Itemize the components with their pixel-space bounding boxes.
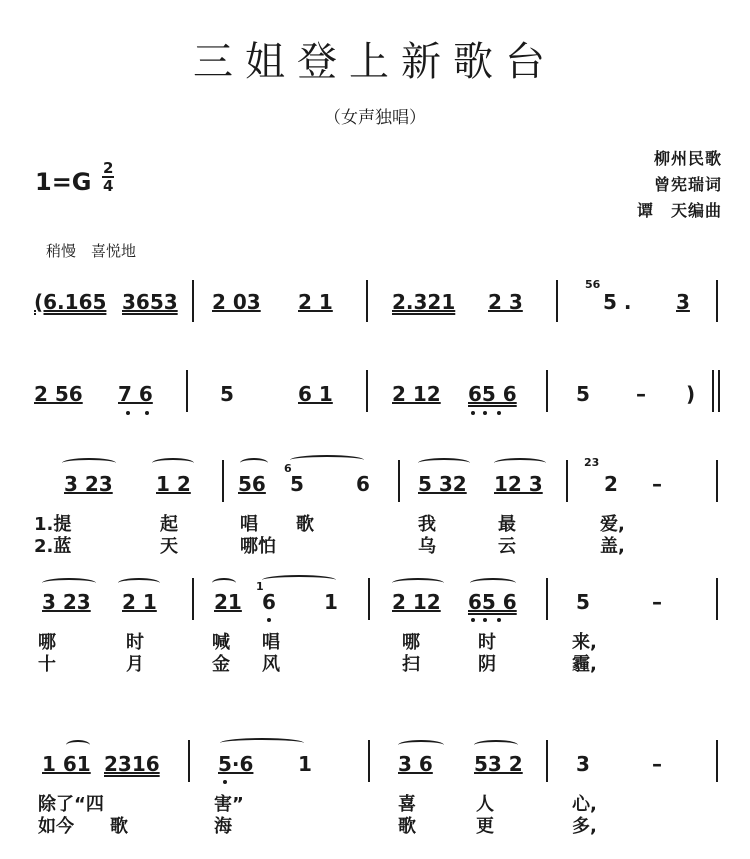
lyric-verse-1: 唱	[240, 514, 258, 535]
octave-dot	[267, 618, 271, 622]
lyric-verse-2: 乌	[418, 536, 436, 557]
note-group: 5	[576, 590, 590, 614]
note-group: 5	[220, 382, 234, 406]
note-group: –	[652, 752, 662, 776]
note-group: 7 6	[118, 382, 153, 406]
bar-line	[398, 460, 400, 502]
lyric-verse-1: 喊	[212, 632, 230, 653]
grace-notes: 1	[256, 580, 264, 593]
note-group: 3653	[122, 290, 178, 314]
lyric-verse-1: 除了“四	[38, 794, 104, 815]
note-group: 21	[214, 590, 242, 614]
octave-dot	[497, 411, 501, 415]
slur	[62, 458, 116, 468]
slur	[262, 575, 336, 585]
lyric-verse-1: 我	[418, 514, 436, 535]
slur	[392, 578, 444, 588]
lyric-verse-1: 唱	[262, 632, 280, 653]
note-group: 2	[604, 472, 618, 496]
lyric-verse-2: 扫	[402, 654, 420, 675]
lyric-verse-1: 时	[126, 632, 144, 653]
note-group: 2 56	[34, 382, 83, 406]
slur	[418, 458, 470, 468]
slur	[398, 740, 444, 750]
bar-line	[192, 578, 194, 620]
song-title: 三姐登上新歌台	[193, 39, 557, 85]
octave-dot	[483, 618, 487, 622]
note-group: –	[636, 382, 646, 406]
grace-notes: 23	[584, 456, 600, 469]
bar-line	[366, 280, 368, 322]
bar-line	[188, 740, 190, 782]
slur	[470, 578, 516, 588]
note-group: 6	[262, 590, 276, 614]
lyric-verse-2: 盖,	[600, 536, 625, 557]
note-group: 3	[676, 290, 690, 314]
note-group: 2 03	[212, 290, 261, 314]
lyric-verse-2: 歌	[398, 816, 416, 837]
note-group: 2316	[104, 752, 160, 776]
note-group: 1 61	[42, 752, 91, 776]
slur	[212, 578, 236, 588]
lyric-verse-2: 更	[476, 816, 494, 837]
lyric-verse-1: 歌	[296, 514, 314, 535]
note-group: 2 1	[298, 290, 333, 314]
grace-notes: 56	[585, 278, 601, 291]
credit-origin: 柳州民歌	[653, 149, 722, 168]
bar-line	[716, 280, 718, 322]
bar-line	[718, 370, 720, 412]
lyric-verse-2: 歌	[110, 816, 128, 837]
lyric-verse-1: 时	[478, 632, 496, 653]
lyric-verse-2: 风	[262, 654, 280, 675]
bar-line	[222, 460, 224, 502]
octave-dot	[471, 618, 475, 622]
note-group: 65 6	[468, 382, 517, 406]
bar-line	[566, 460, 568, 502]
note-group: 12 3	[494, 472, 543, 496]
bar-line	[712, 370, 714, 412]
lyric-verse-2: 天	[160, 536, 178, 557]
note-group: )	[686, 382, 696, 406]
credit-arranger: 谭 天编曲	[636, 201, 722, 220]
lyric-verse-2: 哪怕	[240, 536, 276, 557]
time-signature	[102, 160, 114, 194]
note-group: 1	[324, 590, 338, 614]
octave-dot	[497, 618, 501, 622]
lyric-verse-1: 心,	[572, 794, 597, 815]
bar-line	[716, 740, 718, 782]
note-group: 2 1	[122, 590, 157, 614]
slur	[66, 740, 90, 750]
lyric-verse-2: 如今	[38, 816, 74, 837]
bar-line	[546, 578, 548, 620]
song-subtitle: （女声独唱）	[324, 108, 426, 128]
note-group: 5 .	[603, 290, 632, 314]
bar-line	[716, 460, 718, 502]
lyric-verse-2: 月	[126, 654, 144, 675]
note-group: 3 23	[64, 472, 113, 496]
slur	[118, 578, 160, 588]
note-group: 65 6	[468, 590, 517, 614]
slur	[152, 458, 194, 468]
lyric-verse-1: 害”	[214, 794, 244, 815]
bar-line	[368, 578, 370, 620]
note-group: 3	[576, 752, 590, 776]
lyric-verse-1: 喜	[398, 794, 416, 815]
lyric-verse-2: 2.蓝	[34, 536, 72, 557]
octave-dot	[126, 411, 130, 415]
note-group: 2 3	[488, 290, 523, 314]
note-group: 2 12	[392, 590, 441, 614]
lyric-verse-1: 来,	[572, 632, 597, 653]
octave-dot	[471, 411, 475, 415]
note-group: 2.321	[392, 290, 456, 314]
note-group: 2 12	[392, 382, 441, 406]
note-group: –	[652, 590, 662, 614]
credit-lyricist: 曾宪瑞词	[653, 175, 722, 194]
lyric-verse-1: 人	[476, 794, 494, 815]
slur	[42, 578, 96, 588]
lyric-verse-1: 最	[498, 514, 516, 535]
note-group: 3 23	[42, 590, 91, 614]
note-group: 5	[576, 382, 590, 406]
lyric-verse-2: 云	[498, 536, 516, 557]
slur	[240, 458, 268, 468]
note-group: 5	[290, 472, 304, 496]
bar-line	[546, 370, 548, 412]
bar-line	[716, 578, 718, 620]
lyric-verse-2: 海	[214, 816, 232, 837]
slur	[290, 455, 364, 465]
bar-line	[556, 280, 558, 322]
time-denominator: 4	[103, 177, 114, 195]
lyric-verse-2: 霾,	[572, 654, 597, 675]
note-group: 5·6	[218, 752, 254, 776]
bar-line	[192, 280, 194, 322]
lyric-verse-2: 阴	[478, 654, 496, 675]
lyric-verse-1: 哪	[402, 632, 420, 653]
lyric-verse-2: 多,	[572, 816, 597, 837]
note-group: 1	[298, 752, 312, 776]
grace-notes: 6	[284, 462, 292, 475]
note-group: 6	[356, 472, 370, 496]
note-group: 5 32	[418, 472, 467, 496]
note-group: 53 2	[474, 752, 523, 776]
lyric-verse-1: 哪	[38, 632, 56, 653]
time-numerator: 2	[103, 159, 114, 177]
lyric-verse-1: 1.提	[34, 514, 72, 535]
note-group: 3 6	[398, 752, 433, 776]
slur	[220, 738, 304, 748]
bar-line	[546, 740, 548, 782]
note-group: (6.165	[34, 290, 107, 314]
note-group: 1 2	[156, 472, 191, 496]
key-signature: 1=G	[35, 168, 92, 196]
lyric-verse-1: 起	[160, 514, 178, 535]
lyric-verse-2: 十	[38, 654, 56, 675]
lyric-verse-1: 爱,	[600, 514, 625, 535]
octave-dot	[483, 411, 487, 415]
octave-dot	[223, 780, 227, 784]
tempo-marking: 稍慢 喜悦地	[46, 242, 137, 260]
octave-dot	[145, 411, 149, 415]
note-group: 6 1	[298, 382, 333, 406]
note-group: 56	[238, 472, 266, 496]
lyric-verse-2: 金	[212, 654, 230, 675]
slur	[494, 458, 546, 468]
bar-line	[186, 370, 188, 412]
note-group: –	[652, 472, 662, 496]
bar-line	[366, 370, 368, 412]
slur	[474, 740, 518, 750]
bar-line	[368, 740, 370, 782]
